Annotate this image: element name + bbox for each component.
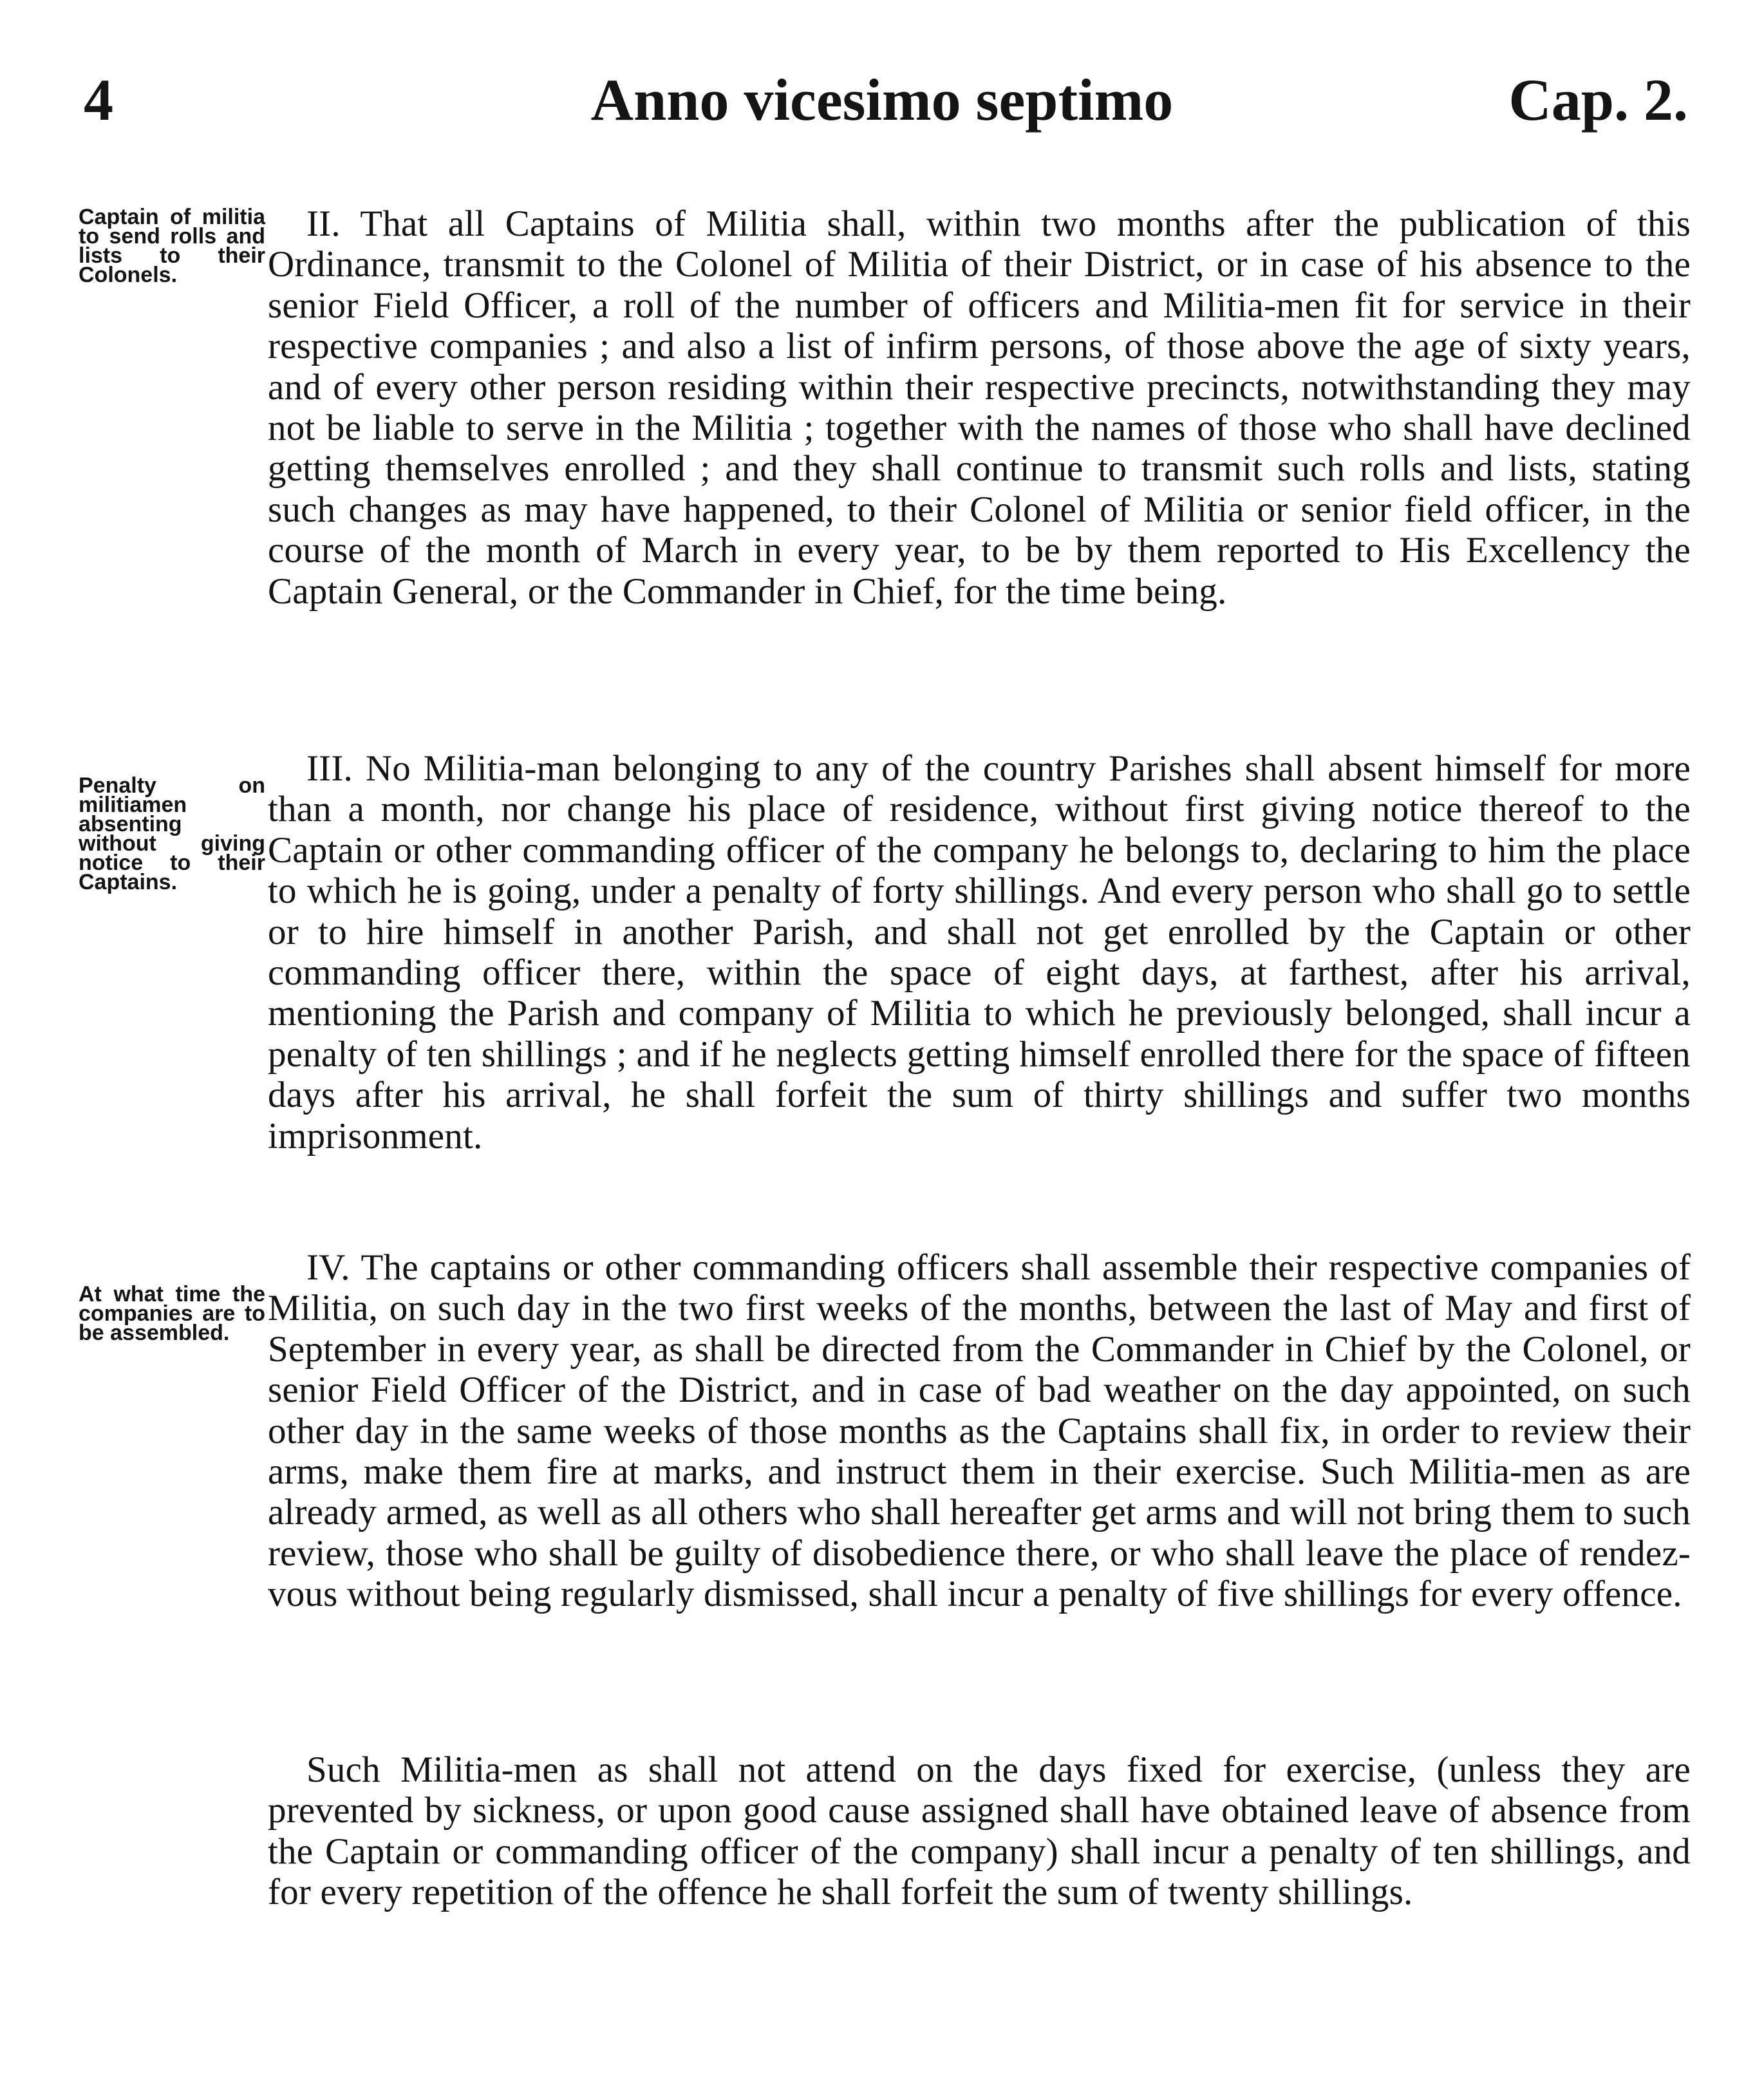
page-number: 4 <box>84 67 113 133</box>
section-4-continued-paragraph: Such Militia-men as shall not attend on the days fixed for exercise, (unless they are prevented by sickness, or upon good cause assigned shall have obtained leave of absence from the Captain or commanding officer of the company) shall incur a penalty of ten shillings, and for every repetition of the offence he shall forfeit the sum of twenty shillings. <box>268 1749 1691 1913</box>
section-4-paragraph <box>268 1247 1691 1615</box>
section-2-text: That all Captains of Militia shall, within two months after the publication of this Ordinance, transmit to the Colonel of Militia of their District, or in case of his absence to the senior Field Officer, a roll of the number of officers and Militia-men fit for service in their respective companies ; and also a list of infirm persons, of those above the age of sixty years, and of every other person residing within their respective precincts, notwithstanding they may not be liable to serve in the Militia ; together with the names of those who shall have declined getting themselves enrolled ; and they shall continue to transmit such rolls and lists, stating such changes as may have happened, to their Colonel of Militia or senior field officer, in the course of the month of March in every year, to be by them reported to His Excellency the Captain General, or the Commander in Chief, for the time being. <box>268 203 1691 612</box>
margin-note-section-2: Captain of militia to send rolls and lists to their Colonels. <box>79 205 265 287</box>
margin-note-section-3: Penalty on militiamen absenting without giving notice to their Captains. <box>79 773 265 894</box>
margin-note-section-4: At what time the companies are to be assembled. <box>79 1282 265 1345</box>
section-4-text: The captains or other commanding officers shall assemble their respective companies of Militia, on such day in the two first weeks of the months, between the last of May and first of September in every year, as shall be directed from the Commander in Chief by the Colonel, or senior Field Officer of the District, and in case of bad weather on the day appointed, on such other day in the same weeks of those months as the Captains shall fix, in order to review their arms, make them fire at marks, and instruct them in their exercise. Such Militia-men as are already armed, as well as all others who shall hereafter get arms and will not bring them to such review, those who shall be guilty of disobedience there, or who shall leave the place of rendez-vous without being regularly dismissed, shall incur a penalty of five shillings for every offence. <box>268 1247 1691 1615</box>
section-3-paragraph <box>268 748 1691 1156</box>
page-header <box>0 61 1764 138</box>
section-2-paragraph <box>268 203 1691 612</box>
section-4 <box>268 1247 1691 1615</box>
section-2-number: II. <box>306 203 341 244</box>
section-2 <box>268 203 1691 612</box>
section-3-text: No Militia-man belonging to any of the country Parishes shall absent himself for more than a month, nor change his place of residence, without first giving notice thereof to the Captain or other commanding officer of the company he belongs to, declaring to him the place to which he is going, under a penalty of forty shillings. And every person who shall go to settle or to hire himself in another Parish, and shall not get enrolled by the Captain or other commanding officer there, within the space of eight days, at farthest, after his arrival, mentioning the Parish and company of Militia to which he previously belonged, shall incur a penalty of ten shillings ; and if he neglects getting himself enrolled there for the space of fifteen days after his arrival, he shall forfeit the sum of thirty shillings and suffer two months imprisonment. <box>268 748 1691 1156</box>
chapter-label: Cap. 2. <box>1508 67 1688 133</box>
section-4-number: IV. <box>306 1247 350 1288</box>
running-title: Anno vicesimo septimo <box>590 67 1174 133</box>
section-4-continued <box>268 1749 1691 1913</box>
section-3-number: III. <box>306 748 353 789</box>
section-3 <box>268 748 1691 1156</box>
